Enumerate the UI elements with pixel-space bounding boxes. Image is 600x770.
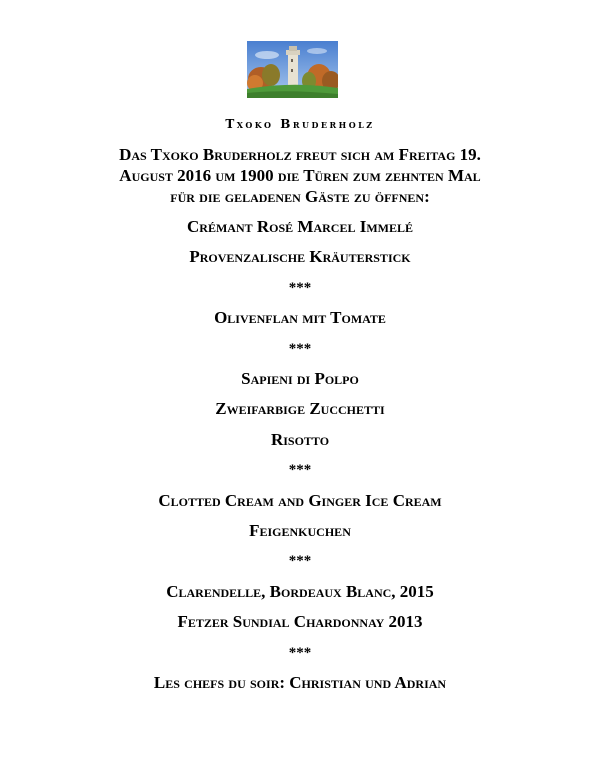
page-title: Txoko Bruderholz: [225, 117, 375, 131]
tower-landscape-image: [247, 41, 338, 98]
intro-paragraph: [0, 144, 600, 207]
course-separator: ***: [288, 341, 312, 357]
menu-item-dessert: Clotted Cream and Ginger Ice Cream: [158, 491, 442, 510]
menu-item-dessert: Feigenkuchen: [249, 521, 351, 540]
menu-item-appetizer: Olivenflan mit Tomate: [214, 308, 386, 327]
chefs-credit: Les chefs du soir: Christian und Adrian: [153, 673, 447, 692]
wine-item: Fetzer Sundial Chardonnay 2013: [177, 612, 423, 631]
menu-item-aperitif: Crémant Rosé Marcel Immelé: [187, 217, 413, 236]
menu-item-side: Zweifarbige Zucchetti: [215, 399, 385, 418]
intro-line: August 2016 um 1900 die Türen zum zehnten Mal: [119, 166, 481, 185]
menu-item-main: Sapieni di Polpo: [241, 369, 359, 388]
course-separator: ***: [288, 645, 312, 661]
course-separator: ***: [288, 462, 312, 478]
course-separator: ***: [288, 280, 312, 296]
menu-item-side: Risotto: [270, 430, 330, 449]
course-separator: ***: [288, 553, 312, 569]
intro-line: für die geladenen Gäste zu öffnen:: [170, 187, 430, 206]
intro-line: Das Txoko Bruderholz freut sich am Freitag 19.: [119, 145, 481, 164]
menu-item-starter: Provenzalische Kräuterstick: [189, 247, 411, 266]
wine-item: Clarendelle, Bordeaux Blanc, 2015: [166, 582, 434, 601]
